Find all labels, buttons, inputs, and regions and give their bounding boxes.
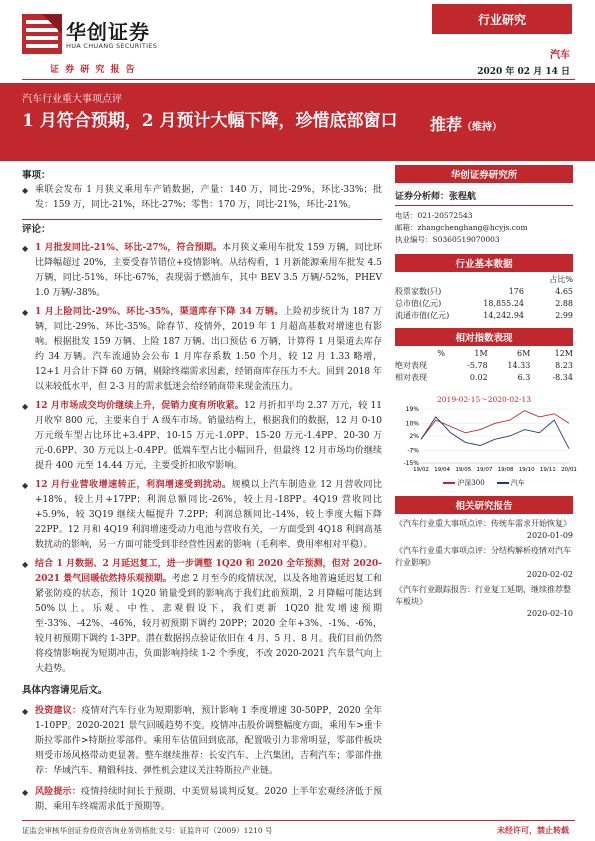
related-report-date: 2020-01-09	[526, 531, 573, 540]
related-report-title[interactable]: 《汽车行业跟踪报告：行业复工延期，继续推荐整车板块》	[395, 585, 571, 606]
comment-bullet-1: ◆ 1 月批发同比-21%、环比-27%，符合预期。本月狭义乘用车批发 159 万辆，同比环比降幅超过 20%，主要受春节错位+疫情影响。从结构看，1 月新能源乘用车批发 4.5 万辆，同比-51%、环比-67%，表现弱于燃油车，其中 BEV 3.5 万辆/-52%，PHEV 1.0 万辆/-38%。	[22, 241, 382, 301]
relative-index-chart	[395, 405, 577, 477]
report-type-tag: 行业研究	[432, 4, 572, 34]
comment-bullet-4: ◆ 12 月行业营收增速转正，利润增速受到扰动。规模以上汽车制造业 12 月营收同比+18%，较上月+17PP；利润总额同比-26%，较上月-18PP。4Q19 营收同比+5.9%，较 3Q19 继续大幅提升 7.2PP；利润总额同比-14%，较上季度大幅下降 22PP。12 月和 4Q19 利润增速受动力电池与营收有关，一方面受到 4Q18 利润高基数扰动的影响，另一方面可能受到非经营性因素的影响（毛利率、费用率相对平稳）。	[22, 478, 382, 553]
x-tick-label: 19/08	[497, 467, 514, 473]
comment-bullet-2: ◆ 1 月上险同比-29%、环比-35%，渠道库存下降 34 万辆。上险初步统计为 187 万辆，同比-29%、环比-35%。除春节、疫情外，2019 年 1 月超高基数对增速也有影响。根据批发 159 万辆、上险 187 万辆、出口预估 6 万辆，计算得 1 月渠道去库存约 34 万辆。汽车流通协会公布 1 月库存系数 1.50 个月，较 12 月 1.33 略增，12+1 月合计下降 60 万辆，剔除终端需求因素，经销商库存压力不大。回到 2018 年以来较低水平，但 2-3 月的需求低迷会给经销商带来现金流压力。	[22, 305, 382, 395]
y-tick-label: -7%	[407, 447, 419, 455]
basics-row: 股票家数(只) 176 4.65	[395, 287, 573, 296]
events-section	[22, 168, 382, 220]
report-date: 2020 年 02 月 14 日	[477, 67, 570, 77]
legend-item: 汽车	[497, 478, 525, 488]
basics-header-row: 占比%	[549, 275, 573, 284]
analyst-license: 执业编号：S0360519070003	[395, 235, 500, 244]
related-reports-bar: 相关研究报告	[395, 496, 573, 514]
comments-heading: 评论：	[22, 224, 51, 235]
brand-name-cn: 华创证券	[66, 20, 150, 44]
footer-license: 证监会审核华创证券投资咨询业务资格批文号：证监许可（2009）1210 号	[22, 826, 273, 835]
rating	[430, 112, 502, 135]
sector-label: 汽车	[550, 50, 570, 61]
events-text: ◆ 乘联会发布 1 月狭义乘用车产销数据，产量：140 万，同比-29%，环比-33%；批发：159 万，同比-21%，环比-27%；零售：170 万，同比-21%，环比-21%。	[22, 183, 382, 213]
basics-row: 流通市值(亿元) 14,242.94 2.99	[395, 311, 573, 320]
y-tick-label: -15%	[403, 460, 419, 467]
x-tick-label: 19/11	[539, 467, 556, 473]
chart-legend	[395, 478, 573, 488]
series-line	[421, 417, 569, 449]
x-tick-label: 19/07	[476, 467, 493, 473]
perf-row: 相对表现 0.02 6.3 -8.34	[395, 373, 573, 382]
analyst: 证券分析师：张程航	[395, 192, 477, 202]
analyst-name: 张程航	[449, 192, 477, 202]
related-report-title[interactable]: 《汽车行业重大事项点评：分结构解析疫情对汽车行业影响》	[395, 546, 571, 567]
related-reports-list	[395, 518, 573, 620]
comment-bullet-3: ◆ 12 月市场成交均价继续上升，促销力度有所收紧。12 月折扣平均 2.37 万元，较 11 月收窄 800 元，主要来自于 A 级车市场。销量结构上，根据我们的数据，12 月 0-10 万元级车型占比环比+3.4PP、10-15 万元-1.0PP、15-20 万元-1.4PP、20-30 万元-0.6PP、30 万元以上-0.4PP。低端车型占比小幅回升，但最终 12 月市场均价继续提升 400 元至 14.44 万元，主要受折扣收窄影响。	[22, 399, 382, 474]
x-tick-label: 20/01	[561, 467, 577, 473]
events-divider	[22, 219, 382, 220]
comments-section	[22, 222, 382, 815]
report-series: 汽车行业重大事项点评	[22, 94, 122, 105]
related-report-date: 2020-02-02	[526, 570, 573, 579]
y-tick-label: 10%	[405, 420, 419, 428]
analyst-email[interactable]: 邮箱：zhangchenghang@hcyjs.com	[395, 223, 528, 232]
x-tick-label: 19/10	[518, 467, 535, 473]
perf-row: 绝对表现 -5.78 14.33 8.23	[395, 361, 573, 370]
basics-row: 总市值(亿元) 18,855.24 2.88	[395, 299, 573, 308]
y-tick-label: 19%	[405, 406, 419, 413]
related-report-date: 2020-02-10	[526, 609, 573, 618]
detail-note: 具体内容请见后文。	[22, 685, 108, 696]
chart-title: 2019-02-15～2020-02-13	[437, 395, 531, 404]
page-title: 1 月符合预期，2 月预计大幅下降，珍惜底部窗口	[22, 111, 398, 131]
rating-main: 推荐	[430, 115, 463, 134]
related-report-title[interactable]: 《汽车行业重大事项点评：传统车需求开始恢复》	[395, 519, 571, 528]
company-logo	[22, 12, 172, 62]
research-institute-bar: 华创证券研究所	[395, 165, 573, 183]
sidebar	[395, 165, 577, 620]
relative-performance-bar: 相对指数表现	[395, 328, 573, 346]
industry-basics-bar: 行业基本数据	[395, 254, 573, 272]
logo-mark-icon	[22, 14, 62, 54]
events-heading: 事项：	[22, 170, 51, 181]
y-tick-label: 2%	[409, 433, 419, 440]
risk-warning: ◆ 风险提示：疫情持续时间长于预期、中美贸易谈判反复。2020 上半年宏观经济低于预期、乘用车终端需求低于预期等。	[22, 785, 382, 815]
header-divider	[22, 79, 575, 80]
comment-bullet-5: ◆ 结合 1 月数据、2 月延迟复工，进一步调整 1Q20 和 2020 全年预测，但对 2020-2021 景气回暖依然持乐观预期。考虑 2 月至今的疫情状况，以及各地普遍延迟复工和紧张防疫的状态，预计 1Q20 销量受到的影响高于我们此前预期，2 月降幅可能达到 50%以上。乐观、中性、悲观假设下，我们更新 1Q20 批发增速预期至-33%、-42%、-46%，较月初预期下调约 20PP；2020 全年+3%、-1%、-6%，较月初预期下调约 1-3PP。潜在数据拐点验证依旧在 4 月、5 月、8 月。我们目前仍然将疫情影响视为短期冲击，负面影响持续 1-2 个季度，不改 2020-2021 汽车景气向上大趋势。	[22, 557, 382, 677]
x-tick-label: 19/04	[434, 467, 451, 473]
analyst-divider	[395, 205, 573, 206]
footer-copyright: 未经许可，禁止转载	[497, 825, 569, 835]
investment-advice: ◆ 投资建议：疫情对汽车行业为短期影响，预计影响 1 季度增速 30-50PP，2020 全年 1-10PP。2020-2021 景气回暖趋势不变。疫情冲击股价调整幅度方面，乘用车>重卡斯拉零部件>特斯拉零部件。乘用车估值回到底部，配置吸引力非常明显，零部件板块则受市场风格带动更显著。整车继续推荐：长安汽车、上汽集团，吉利汽车；零部件推荐：华域汽车、精锻科技、弹性机会建议关注特斯拉产业链。	[22, 704, 382, 779]
legend-item: 沪深300	[443, 478, 484, 488]
brand-name-en: HUA CHUANG SECURITIES	[66, 42, 158, 50]
sub-brand: 证 券 研 究 报 告	[50, 65, 137, 75]
perf-header-row: % 1M 6M 12M	[437, 349, 573, 358]
rating-sub: （维持）	[462, 122, 503, 133]
analyst-phone: 电话：021-20572543	[395, 211, 473, 220]
x-tick-label: 19/05	[455, 467, 472, 473]
footer-divider	[22, 820, 575, 821]
x-tick-label: 19/02	[413, 467, 429, 473]
